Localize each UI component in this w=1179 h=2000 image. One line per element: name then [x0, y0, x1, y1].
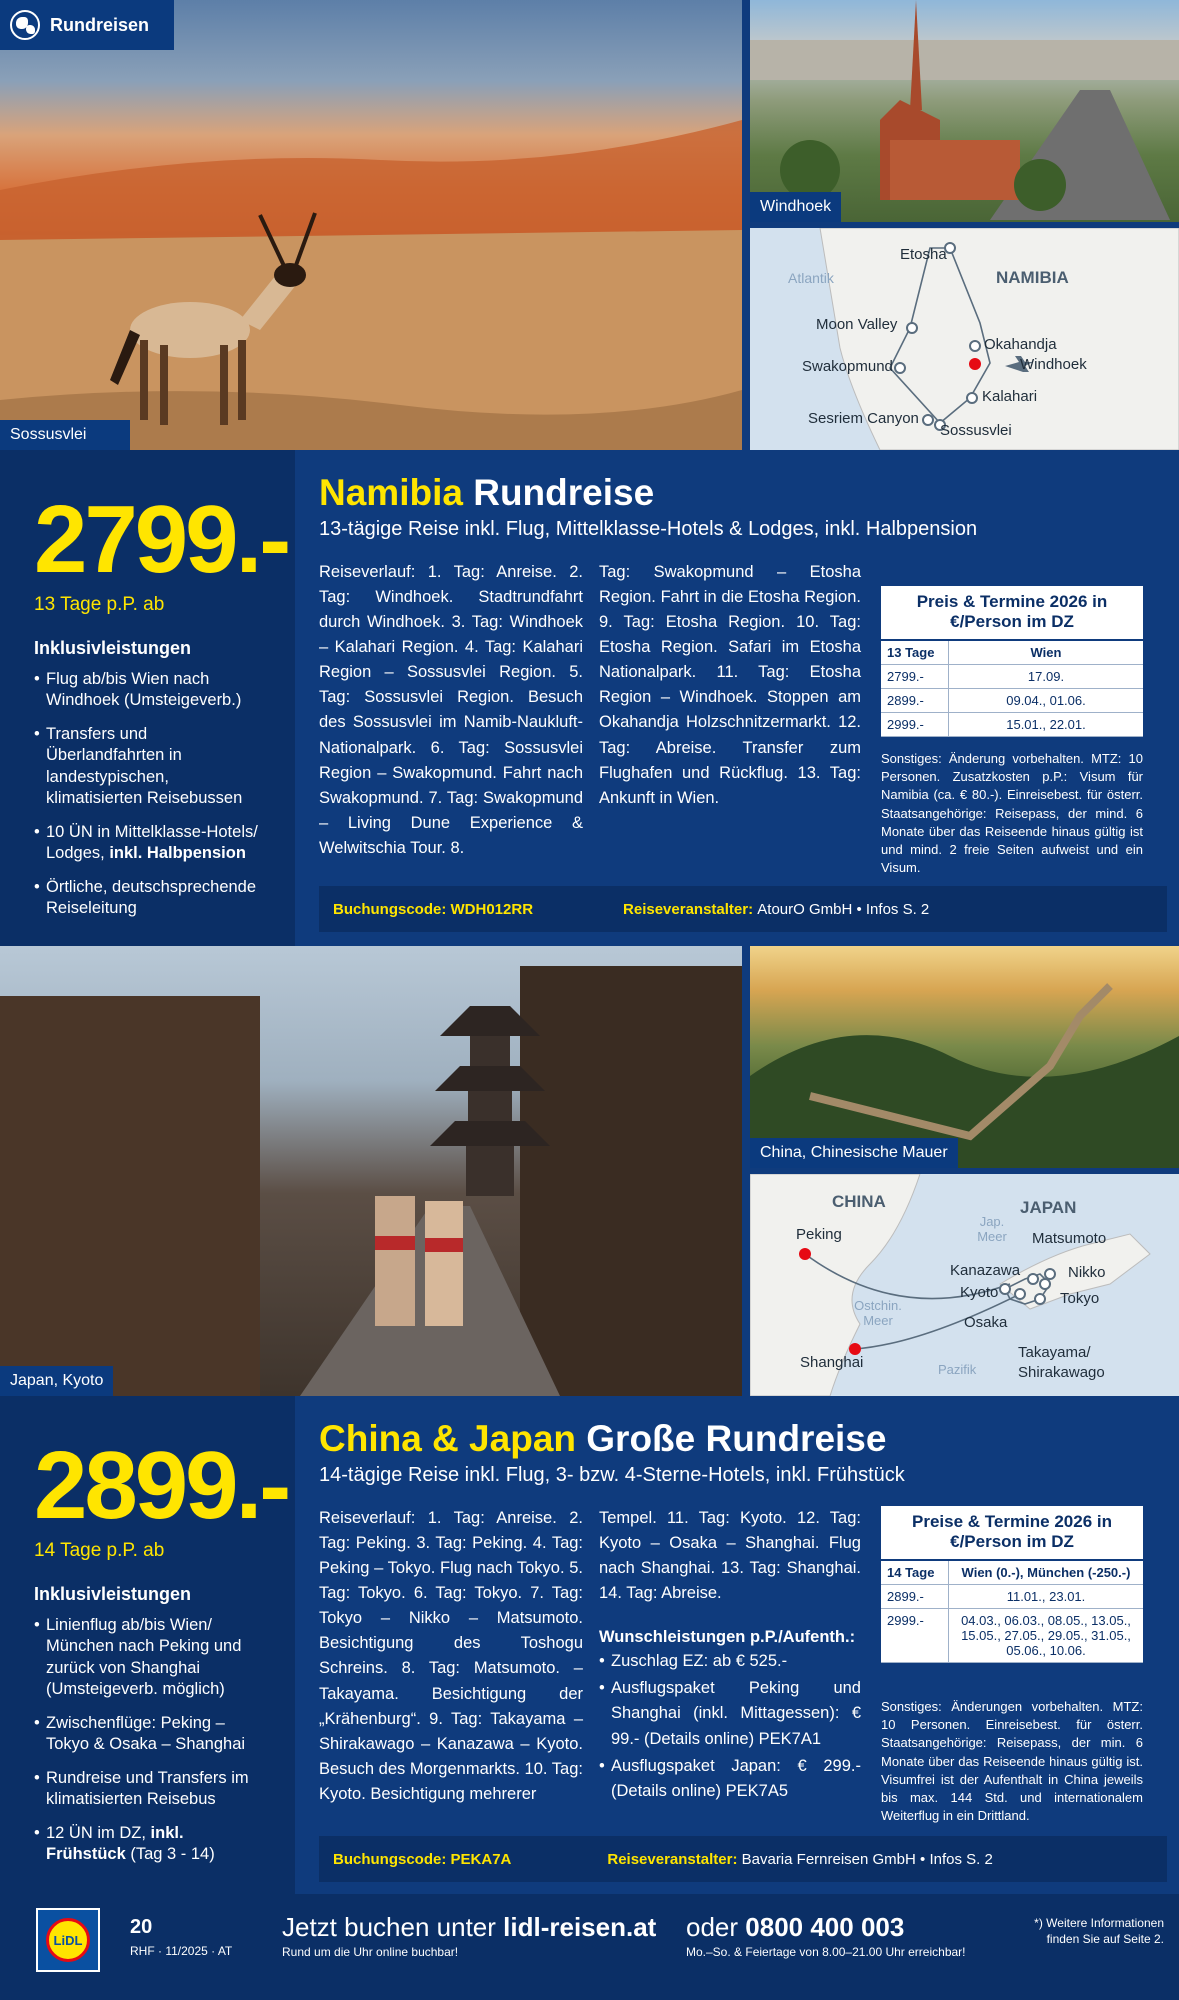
list-item: • Zuschlag EZ: ab € 525.-	[599, 1649, 861, 1674]
wishes-title: Wunschleistungen p.P./Aufenth.:	[599, 1628, 856, 1647]
map-label: Peking	[796, 1226, 842, 1243]
list-item: • Ausflugspaket Japan: € 299.- (Details online) PEK7A5	[599, 1754, 861, 1804]
list-item: • Örtliche, deutschsprechende Reiseleitung	[34, 877, 261, 920]
lidl-logo: LiDL	[36, 1908, 100, 1972]
map-label: Nikko	[1068, 1264, 1106, 1281]
table-title: Preise & Termine 2026 in €/Person im DZ	[881, 1506, 1143, 1561]
great-wall-photo	[750, 946, 1179, 1168]
globe-icon	[10, 10, 40, 40]
namibia-price-panel	[0, 450, 295, 946]
map-label: Pazifik	[938, 1362, 977, 1377]
page-number: 20	[130, 1916, 153, 1938]
map-label: Sesriem Canyon	[808, 410, 919, 427]
list-item: • 12 ÜN im DZ, inkl. Frühstück (Tag 3 - 14)	[34, 1823, 261, 1866]
inclusions-title: Inklusivleistungen	[34, 1584, 192, 1604]
table-row: 2999.- 04.03., 06.03., 08.05., 13.05., 15.05., 27.05., 29.05., 31.05., 05.06., 10.06.	[881, 1609, 1143, 1663]
kimono-figure	[425, 1201, 463, 1326]
map-label: Jap. Meer	[977, 1214, 1007, 1244]
wishes-list	[599, 1649, 861, 1803]
map-label: CHINA	[832, 1192, 886, 1211]
section-tag	[0, 0, 174, 50]
footnote: *) Weitere Informationen finden Sie auf Seite 2.	[1034, 1916, 1164, 1946]
itinerary-col-1: Reiseverlauf: 1. Tag: Anreise. 2. Tag: Windhoek. Stadtrundfahrt durch Windhoek. 3. Tag: Windhoek – Kalahari Region. 4. Tag: Kalahari Region – Sossusvlei Region. 5. Tag: Sossusvlei Region. Besuch des Sossusvlei im Namib-Naukluft-Nationalpark. 6. Tag: Sossusvlei Region – Swakopmund. Fahrt nach Swakopmund. 7. Tag: Swakopmund – Living Dune Experience & Welwitschia Tour. 8.	[319, 563, 583, 857]
map-label: Tokyo	[1060, 1290, 1100, 1307]
map-label: Takayama/	[1018, 1344, 1091, 1361]
list-item: • Rundreise und Transfers im klimatisierten Reisebus	[34, 1768, 261, 1811]
price-subtitle: 13 Tage p.P. ab	[34, 594, 165, 615]
offer-subtitle: 13-tägige Reise inkl. Flug, Mittelklasse-Hotels & Lodges, inkl. Halbpension	[319, 518, 978, 540]
list-item: • Linienflug ab/bis Wien/ München nach Peking und zurück von Shanghai (Umsteigeverb. möglich)	[34, 1615, 261, 1701]
asia-map	[750, 1174, 1179, 1396]
operator-name: Bavaria Fernreisen GmbH • Infos S. 2	[741, 1850, 993, 1868]
map-label: Windhoek	[1020, 356, 1087, 373]
list-item: • Flug ab/bis Wien nach Windhoek (Umsteigeverb.)	[34, 669, 261, 712]
cta-subtext: Rund um die Uhr online buchbar!	[282, 1945, 459, 1959]
map-label: Sossusvlei	[940, 422, 1012, 439]
chinajapan-content	[295, 1396, 1179, 1894]
phone-number[interactable]: 0800 400 003	[745, 1912, 905, 1942]
booking-bar: Buchungscode: PEKA7A Reiseveranstalter: Bavaria Fernreisen GmbH • Infos S. 2	[319, 1836, 1167, 1882]
booking-code: PEKA7A	[450, 1850, 512, 1868]
map-label: Etosha	[900, 246, 947, 263]
price-table	[881, 586, 1143, 737]
map-label: Osaka	[964, 1314, 1008, 1331]
list-item: • 10 ÜN in Mittelklasse-Hotels/ Lodges, inkl. Halbpension	[34, 822, 261, 865]
list-item: • Zwischenflüge: Peking – Tokyo & Osaka – Shanghai	[34, 1713, 261, 1756]
map-label: Swakopmund	[802, 358, 893, 375]
map-label: Moon Valley	[816, 316, 898, 333]
map-label: JAPAN	[1020, 1198, 1077, 1217]
table-row: 2799.- 17.09.	[881, 665, 1143, 689]
price: 2899.-	[34, 1432, 289, 1539]
website-link[interactable]: lidl-reisen.at	[503, 1912, 657, 1942]
offer-title: Namibia Rundreise	[319, 472, 655, 513]
edition-code: RHF · 11/2025 · AT	[130, 1944, 233, 1958]
photo-caption: China, Chinesische Mauer	[750, 1138, 958, 1168]
itinerary-col-2: Tag: Swakopmund – Etosha Region. Fahrt in die Etosha Region. 9. Tag: Etosha Region. 10. Tag: Etosha Region. Safari im Etosha Nationalpark. 11. Tag: Etosha Region – Windhoek. Stoppen am Okahandja Holzschnitzermarkt. 12. Tag: Abreise. Transfer zum Flughafen und Rückflug. 13. Tag: Ankunft in Wien.	[599, 563, 861, 807]
cta-text: Jetzt buchen unter	[282, 1912, 496, 1942]
table-row: 2899.- 09.04., 01.06.	[881, 689, 1143, 713]
itinerary-col-1: Reiseverlauf: 1. Tag: Anreise. 2. Tag: Peking. 3. Tag: Peking. 4. Tag: Peking – Tokyo. Flug nach Tokyo. 5. Tag: Tokyo. 6. Tag: Tokyo. 7. Tag: Tokyo – Nikko – Matsumoto. Besichtigung des Toshogu Schreins. 8. Tag: Matsumoto. – Takayama. Besichtigung der „Krähenburg“. 9. Tag: Takayama – Shirakawago – Kanazawa – Kyoto. Besuch des Morgenmarkts. 10. Tag: Kyoto. Besichtigung mehrerer	[319, 1509, 583, 1803]
operator-name: AtourO GmbH • Infos S. 2	[757, 900, 930, 918]
phone-hours: Mo.–So. & Feiertage von 8.00–21.00 Uhr erreichbar!	[686, 1945, 966, 1959]
kimono-figure	[375, 1196, 415, 1326]
notes-text: Sonstiges: Änderungen vorbehalten. MTZ: 10 Personen. Einreisebest. für österr. Staatsangehörige: Reisepass, der min. 6 Monate über das Reiseende hinaus gültig ist. Visumfrei ist der Aufenthalt in China jeweils bis max. 144 Std. und internationalem Weiterflug in ein Drittland.	[881, 1699, 1143, 1824]
footer	[0, 1894, 1179, 2000]
dune-illustration	[0, 0, 742, 450]
map-label: Matsumoto	[1032, 1230, 1107, 1247]
map-label: Kalahari	[982, 388, 1038, 405]
inclusions-list	[34, 1615, 261, 1865]
map-label: Kanazawa	[950, 1262, 1021, 1279]
notes-text: Sonstiges: Änderung vorbehalten. MTZ: 10 Personen. Zusatzkosten p.P.: Visum für Namibia (ca. € 80.-). Einreisebest. für österr. Staatsangehörige: Reisepass, der mind. 6 Monate über das Reiseende hinaus gültig ist und mind. 2 freie Seiten aufweist und ein Visum.	[881, 751, 1143, 876]
price-table	[881, 1506, 1143, 1663]
namibia-map	[750, 228, 1179, 450]
table-title: Preis & Termine 2026 in €/Person im DZ	[881, 586, 1143, 641]
photo-caption: Japan, Kyoto	[0, 1366, 113, 1396]
table-row: 2899.- 11.01., 23.01.	[881, 1585, 1143, 1609]
map-label: Ostchin. Meer	[854, 1298, 902, 1328]
map-label: Shirakawago	[1018, 1364, 1105, 1381]
map-label: Kyoto	[960, 1284, 999, 1301]
table-row: 2999.- 15.01., 22.01.	[881, 713, 1143, 737]
table-header: 14 Tage Wien (0.-), München (-250.-)	[881, 1561, 1143, 1585]
inclusions-list	[34, 669, 261, 919]
phone-prefix: oder	[686, 1912, 739, 1942]
map-label: Shanghai	[800, 1354, 864, 1371]
kyoto-photo	[0, 946, 742, 1396]
list-item: • Ausflugspaket Peking und Shanghai (inkl. Mittagessen): € 99.- (Details online) PEK7A1	[599, 1676, 861, 1751]
price-subtitle: 14 Tage p.P. ab	[34, 1540, 165, 1561]
offer-subtitle: 14-tägige Reise inkl. Flug, 3- bzw. 4-Sterne-Hotels, inkl. Frühstück	[319, 1464, 905, 1486]
table-header: 13 Tage Wien	[881, 641, 1143, 665]
photo-caption: Sossusvlei	[0, 420, 130, 450]
map-label: Okahandja	[984, 336, 1057, 353]
section-label: Rundreisen	[50, 14, 150, 35]
namibia-content	[295, 450, 1179, 946]
map-label: Atlantik	[788, 270, 834, 286]
itinerary-col-2: Tempel. 11. Tag: Kyoto. 12. Tag: Kyoto – Osaka – Shanghai. Flug nach Shanghai. 13. Tag: Shanghai. 14. Tag: Abreise. Wunschleistungen p.P./Aufenth.: • Zuschlag EZ: ab € 525.- • Ausflugspaket Peking und Shanghai (inkl. Mittagessen): € 99.- (Details online) PEK7A1 • Ausflugspaket Japan: € 299.- (Details online) PEK7A5	[599, 1506, 861, 1806]
booking-bar: Buchungscode: WDH012RR Reiseveranstalter: AtourO GmbH • Infos S. 2	[319, 886, 1167, 932]
offer-title: China & Japan Große Rundreise	[319, 1418, 887, 1459]
sossusvlei-photo	[0, 0, 742, 450]
map-label: NAMIBIA	[996, 268, 1069, 287]
list-item: • Transfers und Überlandfahrten in landestypischen, klimatisierten Reisebussen	[34, 724, 261, 810]
inclusions-title: Inklusivleistungen	[34, 638, 192, 658]
chinajapan-price-panel	[0, 1396, 295, 1894]
windhoek-photo	[750, 0, 1179, 222]
price: 2799.-	[34, 486, 289, 593]
photo-caption: Windhoek	[750, 192, 841, 222]
booking-code: WDH012RR	[450, 900, 534, 918]
